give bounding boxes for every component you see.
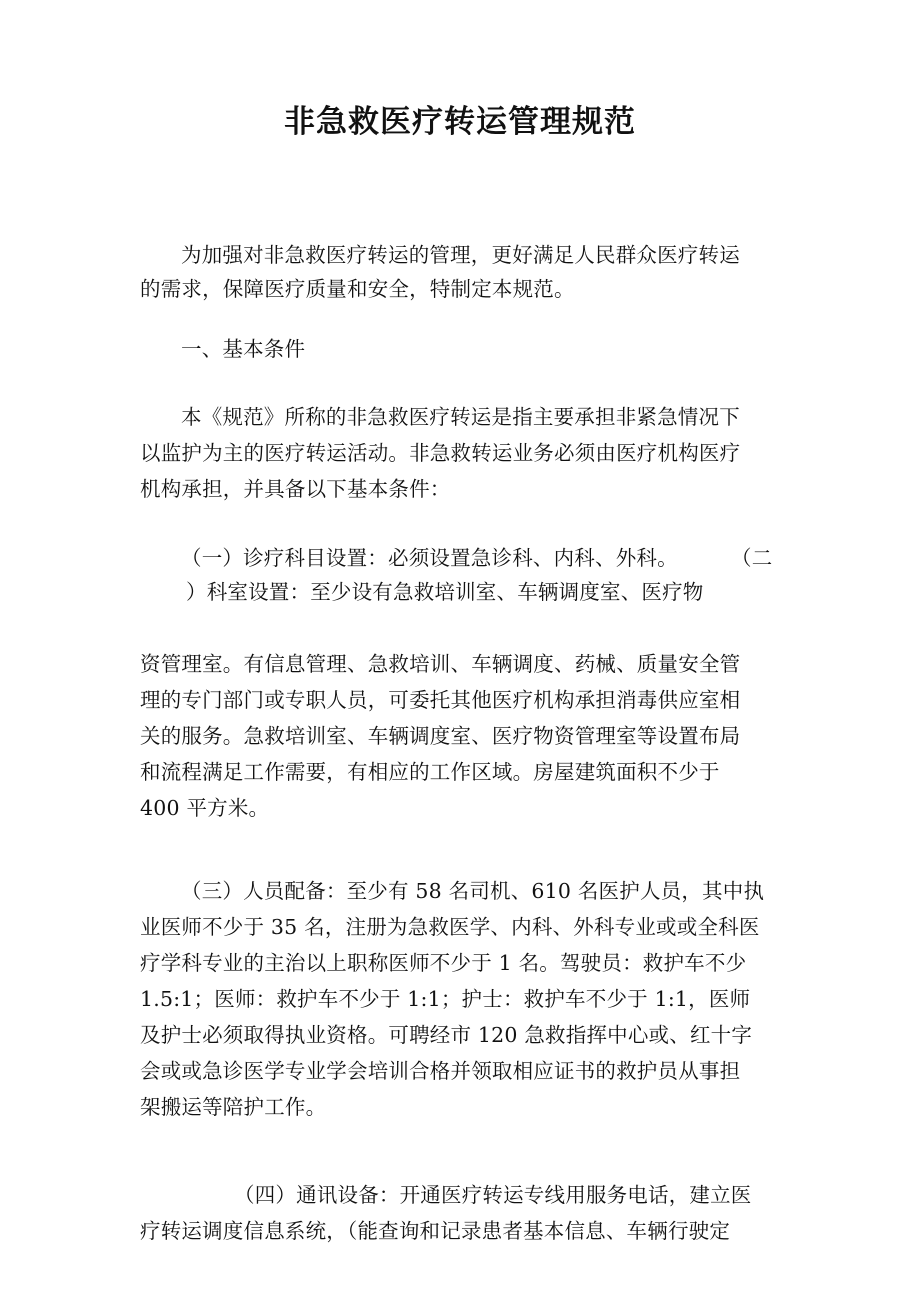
item4-line-1: （四）通讯设备：开通医疗转运专线用服务电话，建立医	[234, 1183, 752, 1207]
section1-line-1: 本《规范》所称的非急救医疗转运是指主要承担非紧急情况下	[181, 405, 740, 429]
item3-line-7: 架搬运等陪护工作。	[140, 1095, 327, 1119]
item2-cont-1: 资管理室。有信息管理、急救培训、车辆调度、药械、质量安全管	[140, 652, 741, 676]
item2-cont-3: 关的服务。急救培训室、车辆调度室、医疗物资管理室等设置布局	[140, 724, 741, 748]
item3-line-2: 业医师不少于 35 名，注册为急救医学、内科、外科专业或或全科医	[140, 915, 760, 939]
intro-line-2: 的需求，保障医疗质量和安全，特制定本规范。	[140, 277, 575, 301]
item1-line: （一）诊疗科目设置：必须设置急诊科、内科、外科。	[181, 546, 678, 570]
section1-line-3: 机构承担，并具备以下基本条件：	[140, 477, 451, 501]
item2-cont-5: 400 平方米。	[140, 796, 270, 820]
item2-start: （二	[731, 546, 773, 570]
item3-line-6: 会或或急诊医学专业学会培训合格并领取相应证书的救护员从事担	[140, 1059, 741, 1083]
intro-line-1: 为加强对非急救医疗转运的管理，更好满足人民群众医疗转运	[181, 243, 740, 267]
item3-line-5: 及护士必须取得执业资格。可聘经市 120 急救指挥中心或、红十字	[140, 1023, 753, 1047]
item2-cont-2: 理的专门部门或专职人员，可委托其他医疗机构承担消毒供应室相	[140, 688, 741, 712]
item2-cont-4: 和流程满足工作需要，有相应的工作区域。房屋建筑面积不少于	[140, 760, 720, 784]
item3-line-3: 疗学科专业的主治以上职称医师不少于 1 名。驾驶员：救护车不少	[140, 951, 747, 975]
document-title: 非急救医疗转运管理规范	[284, 104, 636, 140]
section1-line-2: 以监护为主的医疗转运活动。非急救转运业务必须由医疗机构医疗	[140, 441, 741, 465]
section-heading: 一、基本条件	[181, 337, 306, 361]
item4-line-2: 疗转运调度信息系统，（能查询和记录患者基本信息、车辆行驶定	[140, 1219, 731, 1243]
item2-line: ）科室设置：至少设有急救培训室、车辆调度室、医疗物	[186, 580, 704, 604]
item3-line-1: （三）人员配备：至少有 58 名司机、610 名医护人员，其中执	[181, 879, 765, 903]
item3-line-4: 1.5:1；医师：救护车不少于 1:1；护士：救护车不少于 1:1，医师	[140, 987, 751, 1011]
